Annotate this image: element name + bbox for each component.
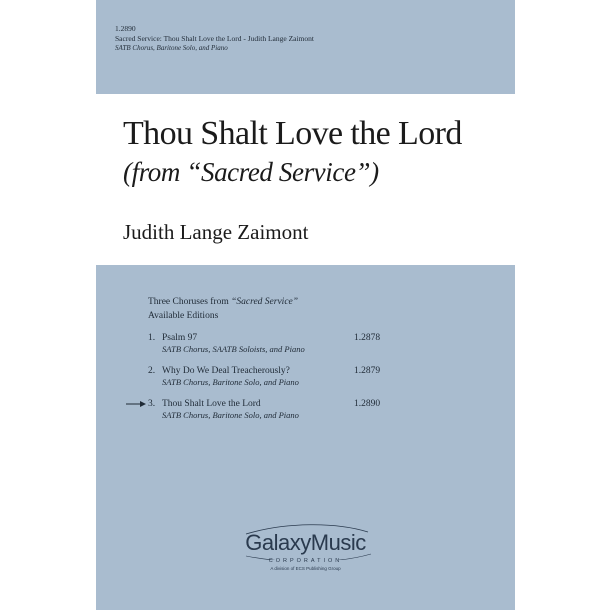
edition-forces: SATB Chorus, SAATB Soloists, and Piano: [162, 344, 305, 354]
edition-forces: SATB Chorus, Baritone Solo, and Piano: [162, 377, 299, 387]
edition-forces: SATB Chorus, Baritone Solo, and Piano: [162, 410, 299, 420]
current-edition-arrow-icon: [126, 399, 146, 409]
page-title: Thou Shalt Love the Lord: [123, 115, 462, 152]
edition-item: [148, 332, 408, 358]
edition-number: 2.: [148, 366, 156, 376]
page-subtitle: (from “Sacred Service”): [123, 157, 379, 187]
publisher-division-line: A division of ECS Publishing Group: [270, 566, 341, 571]
composer-name: Judith Lange Zaimont: [123, 220, 309, 244]
available-editions-label: Available Editions: [148, 311, 219, 321]
edition-name: Why Do We Deal Treacherously?: [162, 366, 290, 376]
header-forces: SATB Chorus, Baritone Solo, and Piano: [115, 44, 228, 52]
edition-item-current: [148, 398, 408, 424]
edition-item: [148, 365, 408, 391]
series-line: Sacred Service: Thou Shalt Love the Lord - Judith Lange Zaimont: [115, 33, 314, 43]
publisher-name: [96, 530, 515, 556]
header-meta: [115, 24, 314, 53]
editions-heading-work: “Sacred Service”: [231, 297, 299, 307]
edition-code: 1.2878: [354, 333, 381, 343]
publisher-name-part1: Galaxy: [245, 530, 311, 555]
edition-number: 1.: [148, 333, 156, 343]
score-cover: [96, 0, 515, 610]
editions-heading-prefix: Three Choruses from: [148, 297, 232, 307]
edition-code: 1.2890: [354, 399, 381, 409]
publisher-corp-line: CORPORATION: [268, 558, 343, 564]
publisher-name-part2: Music: [310, 530, 366, 555]
catalog-number: 1.2890: [115, 24, 136, 33]
publisher-logo: [96, 520, 515, 590]
title-band: [96, 94, 515, 265]
editions-heading: [148, 295, 298, 309]
edition-number: 3.: [148, 399, 156, 409]
editions-list: [148, 295, 381, 420]
edition-code: 1.2879: [354, 366, 381, 376]
edition-name: Thou Shalt Love the Lord: [162, 399, 261, 409]
edition-name: Psalm 97: [162, 333, 198, 343]
